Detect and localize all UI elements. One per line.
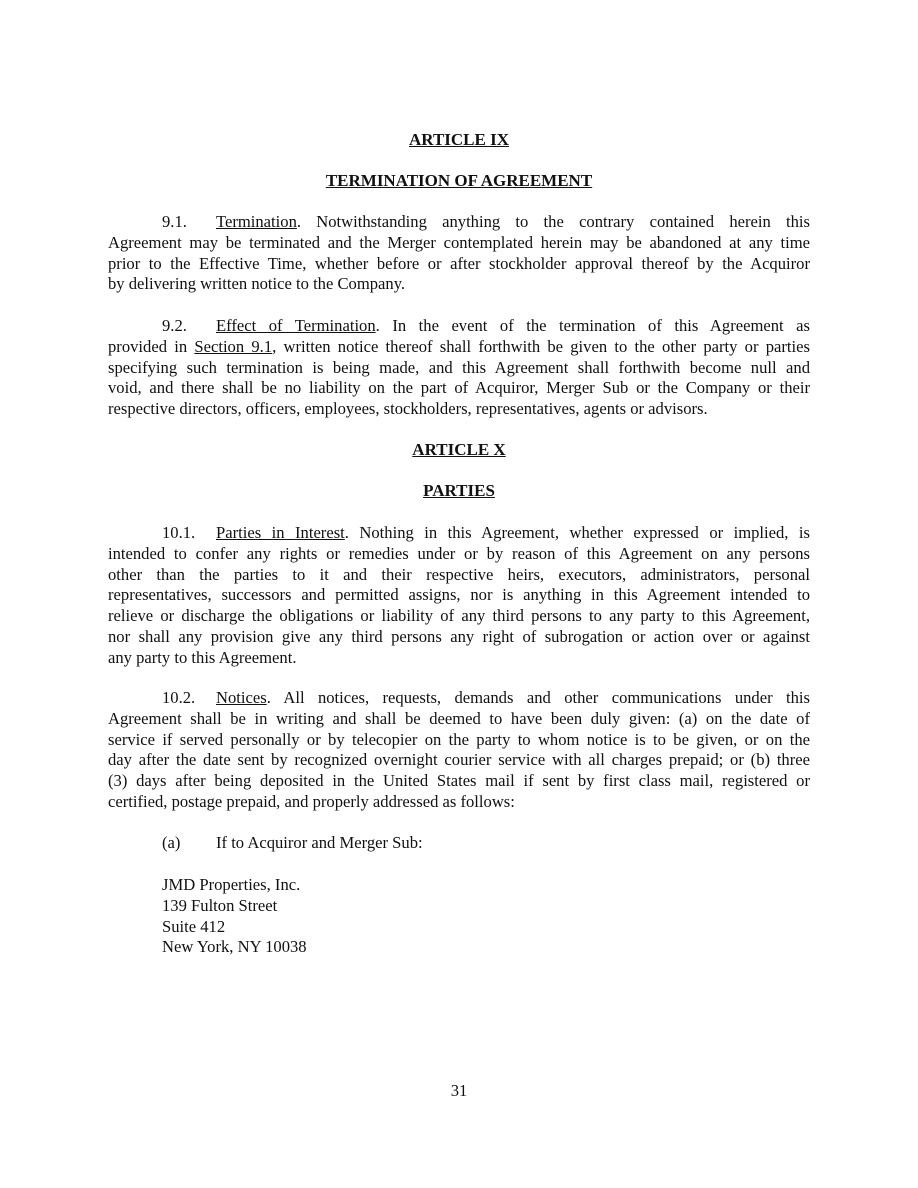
section-heading: Parties in Interest: [216, 523, 345, 542]
paragraph-line: [108, 378, 810, 399]
line-text: relieve or discharge the obligations or liability of any third persons to any party to this Agreement,: [108, 606, 810, 625]
section-number: 9.2.: [162, 316, 187, 335]
paragraph-line: [108, 771, 810, 792]
section-number: 10.1.: [162, 523, 196, 542]
notice-label: (a): [162, 833, 181, 852]
section-9-2: [108, 316, 810, 420]
paragraph-line: [108, 358, 810, 379]
paragraph-line: [108, 565, 810, 586]
line-text: prior to the Effective Time, whether before or after stockholder approval thereof by the Acquiror: [108, 253, 810, 273]
article-ix-subtitle: TERMINATION OF AGREEMENT: [325, 171, 593, 190]
paragraph-line: [108, 544, 810, 565]
address-line: New York, NY 10038: [162, 937, 307, 957]
line-text: certified, postage prepaid, and properly addressed as follows:: [108, 791, 515, 811]
section-heading: Termination: [216, 212, 297, 231]
notice-recipient-a: [162, 833, 423, 854]
paragraph-line: [108, 337, 810, 358]
line-text: Agreement shall be in writing and shall be deemed to have been duly given: (a) on the date of: [108, 708, 810, 728]
line-text: representatives, successors and permitted assigns, nor is anything in this Agreement intended to: [108, 585, 810, 605]
line-text: any party to this Agreement.: [108, 647, 297, 667]
notice-text: If to Acquiror and Merger Sub:: [216, 833, 423, 852]
paragraph-line: [108, 523, 810, 544]
paragraph-line: [108, 648, 810, 669]
line-text: specifying such termination is being made, and this Agreement shall forthwith become null and: [108, 357, 810, 377]
line-text: respective directors, officers, employees, stockholders, representatives, agents or advisors.: [108, 399, 708, 418]
paragraph-line: [108, 274, 810, 295]
line-text: , written notice thereof shall forthwith be given to the other party or parties: [272, 336, 810, 356]
paragraph-line: [108, 750, 810, 771]
address-line: JMD Properties, Inc.: [162, 875, 301, 894]
paragraph-line: [108, 399, 810, 420]
line-text: service if served personally or by telecopier on the party to whom notice is to be given, or on the: [108, 729, 810, 749]
section-heading: Notices: [216, 688, 267, 707]
paragraph-line: [108, 254, 810, 275]
line-text: . In the event of the termination of this Agreement as: [375, 316, 810, 335]
article-x-title: ARTICLE X: [412, 440, 506, 459]
line-text: Agreement may be terminated and the Merger contemplated herein may be abandoned at any time: [108, 232, 810, 252]
line-text: day after the date sent by recognized overnight courier service with all charges prepaid; or (b) three: [108, 750, 810, 770]
section-reference: Section 9.1: [194, 336, 273, 356]
address-line: 139 Fulton Street: [162, 895, 278, 915]
section-number: 10.2.: [162, 688, 196, 707]
section-heading: Effect of Termination: [216, 316, 376, 335]
section-number: 9.1.: [162, 212, 187, 231]
article-x-subtitle: PARTIES: [423, 481, 495, 500]
page-number: 31: [450, 1081, 468, 1100]
line-text: by delivering written notice to the Company.: [108, 274, 406, 294]
line-text: nor shall any provision give any third persons any right of subrogation or action over or against: [108, 626, 810, 646]
line-text: . All notices, requests, demands and other communications under this: [266, 688, 810, 707]
paragraph-line: [108, 585, 810, 606]
address-block: [162, 875, 307, 958]
paragraph-line: [108, 688, 810, 709]
address-line: Suite 412: [162, 916, 226, 936]
paragraph-line: [108, 730, 810, 751]
paragraph-line: [108, 792, 810, 813]
paragraph-line: [108, 627, 810, 648]
line-text: (3) days after being deposited in the United States mail if sent by first class mail, registered or: [108, 771, 810, 790]
line-text: provided in: [108, 336, 195, 356]
paragraph-line: [108, 212, 810, 233]
line-text: intended to confer any rights or remedies under or by reason of this Agreement on any persons: [108, 543, 810, 563]
article-ix-title: ARTICLE IX: [408, 130, 509, 149]
line-text: void, and there shall be no liability on the part of Acquiror, Merger Sub or the Company or their: [108, 378, 810, 398]
line-text: . Nothing in this Agreement, whether expressed or implied, is: [344, 523, 810, 542]
line-text: other than the parties to it and their respective heirs, executors, administrators, personal: [108, 564, 810, 584]
section-10-1: [108, 523, 810, 668]
section-9-1: [108, 212, 810, 295]
paragraph-line: [108, 606, 810, 627]
line-text: . Notwithstanding anything to the contrary contained herein this: [296, 212, 810, 231]
paragraph-line: [108, 316, 810, 337]
paragraph-line: [108, 709, 810, 730]
section-10-2: [108, 688, 810, 813]
paragraph-line: [108, 233, 810, 254]
